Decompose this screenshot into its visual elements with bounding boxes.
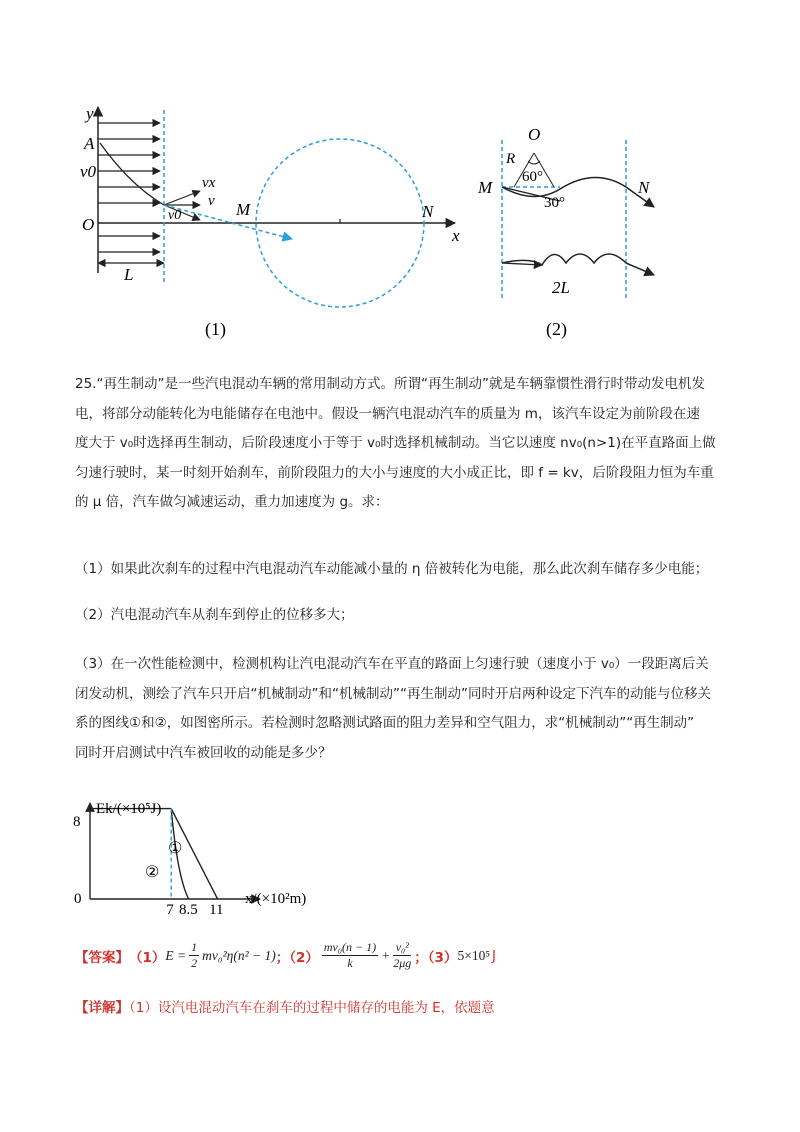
top-figures — [60, 95, 680, 355]
ek-ytick-0: 0 — [74, 891, 82, 907]
fraction-2: $\frac{\text{v₀²}}{2\mu g}$ — [393, 940, 412, 970]
label-v: v — [208, 193, 215, 209]
problem-line-1: “再生制动”是一些汽电混动车辆的常用制动方式。所谓“再生制动”就是车辆靠惯性滑行时带动发电机发 — [96, 376, 705, 392]
answer-3-value: 5×10⁵ — [457, 947, 491, 963]
trajectory — [100, 143, 164, 205]
answer-part-1: （1） — [129, 949, 166, 966]
problem-number: 25. — [75, 376, 97, 392]
ek-xtick-11: 11 — [209, 902, 224, 915]
ek-plot-area — [90, 809, 218, 899]
answer-e-left: E = — [165, 947, 187, 963]
answer-tag: 【答案】 — [75, 949, 129, 966]
fig2-angle-30: 30° — [544, 195, 565, 211]
figure-1 — [80, 104, 460, 340]
ek-xlabel: x/(×10²m) — [245, 891, 307, 907]
fig2-label-O: O — [528, 125, 541, 144]
label-A: A — [84, 134, 95, 153]
fraction-half: $\frac{1}{2}$ — [191, 940, 198, 970]
detail-line — [75, 996, 495, 1016]
label-y: y — [86, 104, 94, 123]
ek-x-chart — [70, 795, 350, 915]
question-3-line-4: 同时开启测试中汽车被回收的动能是多少？ — [75, 744, 332, 761]
problem-line-3: 度大于 v₀时选择再生制动，后阶段速度小于等于 v₀时选择机械制动。当它以速度 nv₀(n>1)在平直路面上做 — [75, 435, 716, 451]
series-2-marker: ② — [145, 864, 160, 881]
question-3 — [75, 650, 735, 768]
ek-ytick-8: 8 — [73, 814, 81, 830]
detail-text: （1）设汽电混动汽车在刹车的过程中储存的电能为 E，依题意 — [129, 1000, 495, 1016]
question-2: （2）汽电混动汽车从刹车到停止的位移多大； — [75, 607, 354, 623]
problem-line-5: 的 μ 倍，汽车做匀减速运动，重力加速度为 g。求： — [75, 494, 389, 510]
answer-sep-2: ；（3） — [414, 949, 458, 966]
label-v0-small: v0 — [168, 208, 182, 223]
ek-ylabel: Ek/(×10⁵J) — [96, 801, 162, 817]
problem-line-4: 匀速行驶时，某一时刻开始刹车，前阶段阻力的大小与速度的大小成正比，即 f = kv，后阶段阻力恒为车重 — [75, 464, 714, 481]
problem-statement — [75, 370, 735, 518]
field-arrows — [98, 123, 160, 252]
answer-plus: + — [381, 947, 391, 963]
label-L: L — [124, 265, 134, 284]
wave-path-1 — [502, 177, 626, 196]
caption-1: (1) — [205, 319, 226, 339]
question-1: （1）如果此次刹车的过程中汽电混动汽车动能减小量的 η 倍被转化为电能，那么此次刹车储存多少电能； — [75, 561, 709, 577]
fraction-1: $\frac{\text{mv₀(n − 1)}}{k}$ — [323, 940, 377, 970]
answer-line — [75, 940, 496, 971]
fig2-angle-60: 60° — [522, 169, 543, 185]
fig2-label-2L: 2L — [552, 278, 570, 297]
answer-unit: J — [492, 947, 497, 964]
fig2-label-N: N — [638, 178, 650, 197]
caption-2: (2) — [546, 319, 567, 339]
label-vx: vx — [202, 175, 216, 191]
series-1-marker: ① — [168, 840, 183, 857]
figure-2 — [477, 125, 654, 340]
detail-tag: 【详解】 — [75, 1000, 129, 1016]
ek-xtick-7: 7 — [166, 902, 174, 915]
fig2-label-M: M — [478, 178, 493, 197]
ek-xtick-8-5: 8.5 — [178, 902, 198, 915]
label-x: x — [452, 226, 460, 245]
answer-sep-1: ；（2） — [275, 949, 319, 966]
label-M: M — [236, 200, 251, 219]
answer-e-right: mv₀²η(n² − 1) — [202, 947, 276, 963]
problem-line-2: 电，将部分动能转化为电能储存在电池中。假设一辆汽电混动汽车的质量为 m，该汽车设定为前阶段在速 — [75, 405, 700, 422]
question-3-line-3: 系的图线①和②，如图密所示。若检测时忽略测试路面的阻力差异和空气阻力，求“机械制动”“再生制动” — [75, 715, 695, 731]
label-v0: v0 — [80, 162, 97, 181]
fig2-label-R: R — [506, 151, 516, 167]
question-3-line-2: 闭发动机，测绘了汽车只开启“机械制动”和“机械制动”“再生制动”同时开启两种设定下汽车的动能与位移关 — [75, 685, 711, 702]
label-N: N — [422, 202, 434, 221]
question-3-line-1: （3）在一次性能检测中，检测机构让汽电混动汽车在平直的路面上匀速行驶（速度小于 v₀）一段距离后关 — [75, 656, 709, 672]
label-O: O — [82, 215, 95, 234]
